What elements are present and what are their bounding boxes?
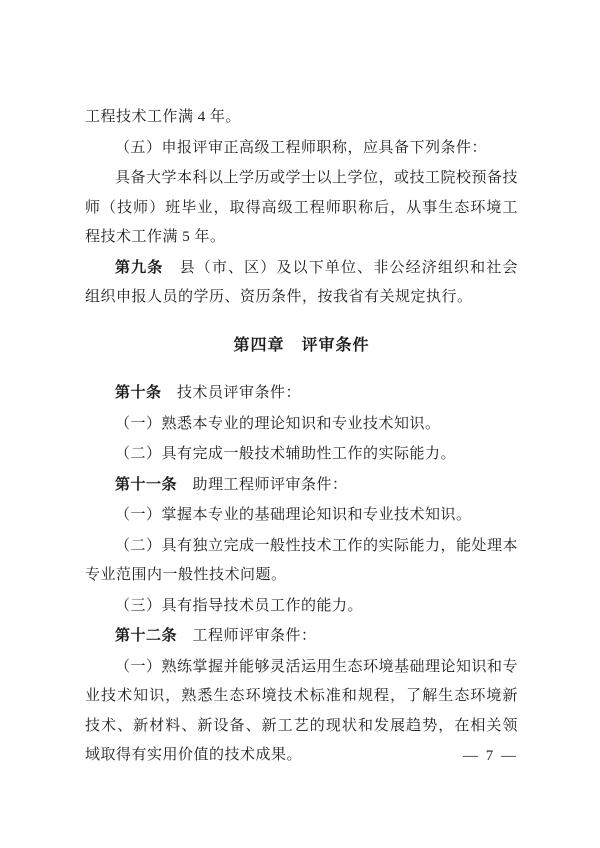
paragraph	[85, 253, 518, 313]
paragraph-text: （二）具有独立完成一般性技术工作的实际能力，能处理本专业范围内一般性技术问题。	[85, 537, 519, 583]
paragraph	[85, 621, 518, 652]
paragraph-text: 工程技术工作满 4 年。	[85, 109, 242, 125]
paragraph	[85, 133, 518, 164]
article-label: 第九条	[115, 258, 164, 276]
paragraph-text: （一）熟练掌握并能够灵活运用生态环境基础理论知识和专业技术知识，熟悉生态环境技术标准和规程，了解生态环境新技术、新材料、新设备、新工艺的现状和发展趋势，在相关领域取得有实用价值的技术成果。	[85, 658, 519, 763]
paragraph-text: 具备大学本科以上学历或学士以上学位，或技工院校预备技师（技师）班毕业，取得高级工程师职称后，从事生态环境工程技术工作满 5 年。	[85, 170, 519, 245]
paragraph	[85, 500, 518, 531]
article-label: 第十一条	[115, 475, 178, 493]
paragraph	[85, 102, 518, 133]
paragraph	[85, 531, 518, 591]
paragraph	[85, 652, 518, 771]
page-number: — 7 —	[463, 748, 518, 764]
paragraph	[85, 378, 518, 409]
paragraph-text: （五）申报评审正高级工程师职称，应具备下列条件：	[115, 139, 488, 156]
paragraph	[85, 163, 518, 253]
document-body	[85, 102, 518, 771]
paragraph	[85, 591, 518, 622]
paragraph-text: 助理工程师评审条件：	[177, 476, 348, 493]
article-label: 第十二条	[115, 627, 178, 644]
article-label: 第十条	[115, 384, 162, 401]
paragraph-text: （一）熟悉本专业的理论知识和专业技术知识。	[115, 415, 441, 432]
paragraph-text: 工程师评审条件：	[177, 628, 317, 644]
paragraph-text: （二）具有完成一般技术辅助性工作的实际能力。	[115, 446, 457, 462]
paragraph	[85, 409, 518, 440]
paragraph	[85, 470, 518, 501]
paragraph-text: （一）掌握本专业的基础理论知识和专业技术知识。	[115, 507, 472, 523]
paragraph-text: 技术员评审条件：	[161, 385, 302, 401]
paragraph-text: （三）具有指导技术员工作的能力。	[115, 597, 364, 614]
chapter-heading: 第四章 评审条件	[233, 336, 370, 354]
paragraph-text: 县（市、区）及以下单位、非公经济组织和社会组织申报人员的学历、资历条件，按我省有关规定执行。	[85, 259, 518, 305]
paragraph	[85, 439, 518, 470]
